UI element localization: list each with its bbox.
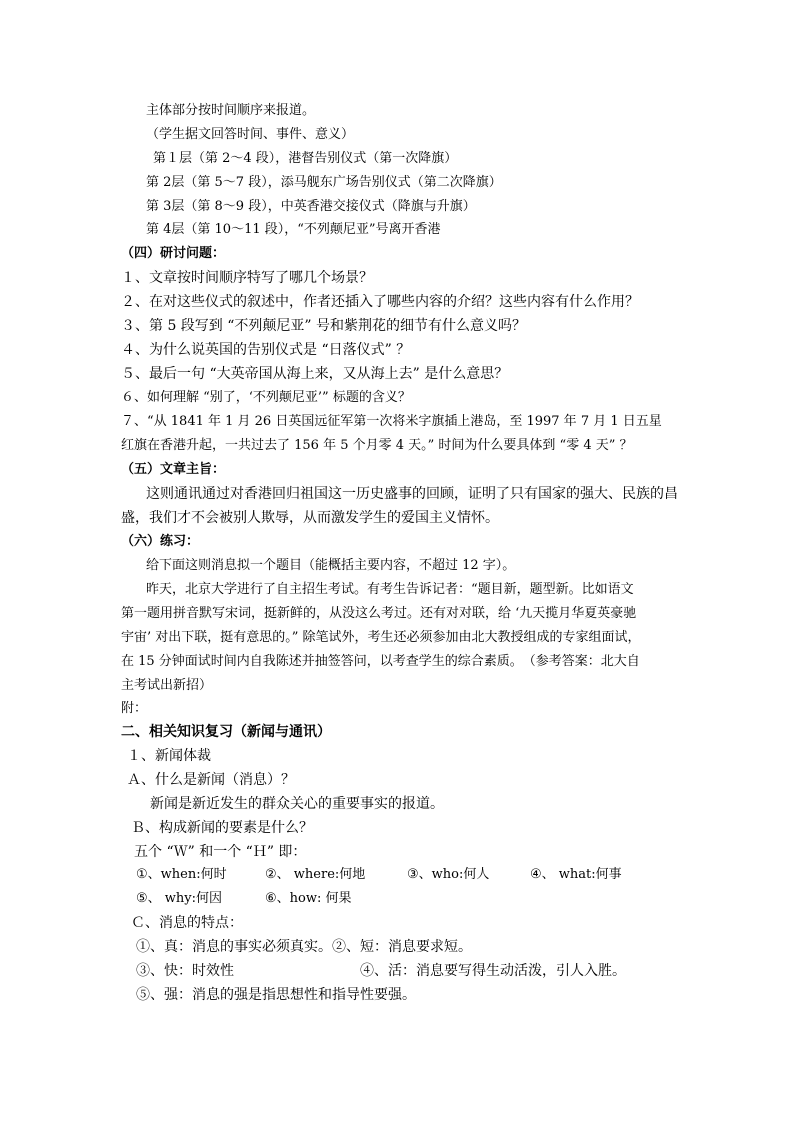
question-6: ６、如何理解 “别了，‘不列颠尼亚’” 标题的含义？ — [121, 390, 411, 405]
practice-heading: （六）练习： — [121, 534, 200, 549]
review-b-intro: 五个 “Ｗ” 和一个 “Ｈ” 即： — [134, 844, 307, 860]
element-where: ②、 where:何地 — [265, 867, 366, 882]
practice-passage-line-5: 主考试出新招） — [121, 678, 213, 693]
outline-layer-3: 第 3层（第 8～9 段），中英香港交接仪式（降旗与升旗） — [146, 199, 476, 214]
theme-line-2: 盛，我们才不会被别人欺辱，从而激发学生的爱国主义情怀。 — [121, 510, 499, 526]
practice-passage-line-4: 在 15 分钟面试时间内自我陈述并抽签答问，以考查学生的综合素质。 （参考答案：北大自 — [121, 654, 640, 669]
element-how: ⑥、how: 何果 — [265, 891, 352, 906]
question-4: ４、为什么说英国的告别仪式是 “日落仪式” ？ — [121, 342, 411, 358]
question-7-line-1: ７、“从 1841 年 1 月 26 日英国远征军第一次将米字旗插上港岛，至 1997 年 7 月 1 日五星 — [121, 414, 662, 429]
outline-layer-4: 第 4层（第 10～11 段），“不列颠尼亚”号离开香港 — [146, 222, 441, 237]
element-why: ⑤、 why:何因 — [136, 891, 223, 906]
question-7-line-2: 红旗在香港升起，一共过去了 156 年 5 个月零 4 天。” 时间为什么要具体到 “零 4 天” ？ — [121, 438, 633, 453]
review-item-1: １、新闻体裁 — [127, 748, 211, 764]
feature-row-2-b: ④、活：消息要写得生动活泼，引人入胜。 — [360, 963, 626, 979]
question-2: ２、在对这些仪式的叙述中，作者还插入了哪些内容的介绍？这些内容有什么作用？ — [121, 294, 639, 310]
outline-layer-2: 第 2层（第 5～7 段），添马舰东广场告别仪式（第二次降旗） — [146, 175, 502, 190]
element-what: ④、 what:何事 — [530, 867, 622, 882]
review-a-title: Ａ、什么是新闻（消息）？ — [127, 772, 295, 788]
feature-row-2-a: ③、快：时效性 — [136, 963, 234, 979]
element-who: ③、who:何人 — [407, 867, 490, 882]
discussion-heading: （四）研讨问题： — [121, 246, 226, 261]
element-when: ①、when:何时 — [136, 867, 227, 882]
practice-task: 给下面这则消息拟一个题目（能概括主要内容，不超过 12 字）。 — [146, 558, 516, 573]
review-c-title: Ｃ、消息的特点： — [131, 915, 243, 931]
question-5: ５、最后一句 “大英帝国从海上来，又从海上去” 是什么意思？ — [121, 366, 509, 382]
feature-row-1: ①、真：消息的事实必须真实。②、短：消息要求短。 — [136, 939, 472, 955]
theme-line-1: 这则通讯通过对香港回归祖国这一历史盛事的回顾，证明了只有国家的强大、民族的昌 — [146, 486, 678, 502]
outline-note: （学生据文回答时间、事件、意义） — [146, 127, 355, 142]
review-heading: 二、相关知识复习（新闻与通讯） — [121, 724, 331, 740]
practice-passage-line-1: 昨天，北京大学进行了自主招生考试。有考生告诉记者：“题目新，题型新。比如语文 — [146, 582, 634, 597]
question-1: １、文章按时间顺序特写了哪几个场景？ — [121, 270, 373, 286]
appendix-label: 附： — [121, 701, 148, 716]
question-3: ３、第 5 段写到 “不列颠尼亚” 号和紫荆花的细节有什么意义吗？ — [121, 318, 527, 334]
review-b-title: Ｂ、构成新闻的要素是什么？ — [131, 820, 313, 836]
review-a-body: 新闻是新近发生的群众关心的重要事实的报道。 — [150, 796, 444, 812]
practice-passage-line-3: 宇宙’ 对出下联，挺有意思的。” 除笔试外，考生还必须参加由北大教授组成的专家组面试， — [121, 630, 641, 645]
outline-intro: 主体部分按时间顺序来报道。 — [146, 103, 316, 118]
practice-passage-line-2: 第一题用拼音默写宋词，挺新鲜的，从没这么考过。还有对对联，给 ‘九天揽月华夏英豪驰 — [121, 606, 637, 621]
theme-heading: （五）文章主旨： — [121, 462, 226, 477]
outline-layer-1: 第１层（第 2～4 段），港督告别仪式（第一次降旗） — [153, 151, 458, 166]
feature-row-3: ⑤、强：消息的强是指思想性和指导性要强。 — [136, 987, 416, 1003]
